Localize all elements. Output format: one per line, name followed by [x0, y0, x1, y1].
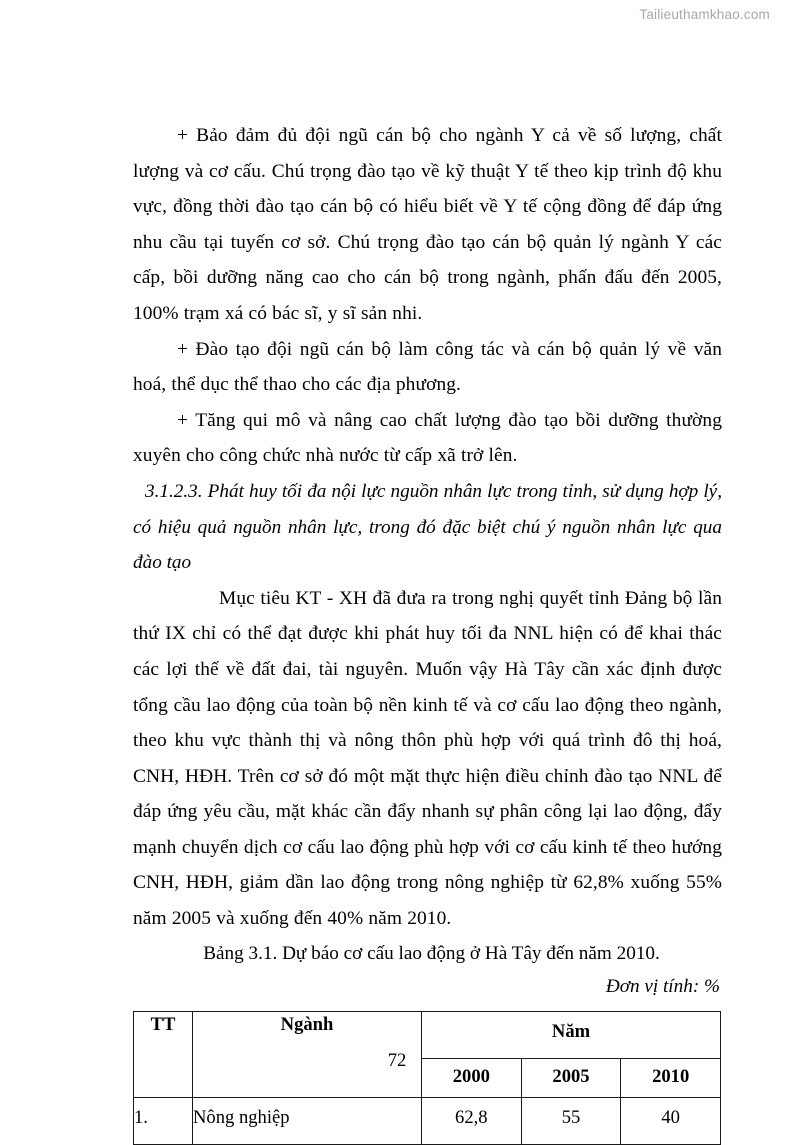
labour-structure-table [133, 1011, 721, 1145]
cell-tt: 1. [134, 1097, 193, 1144]
header-nam: Năm [422, 1011, 721, 1058]
header-year-2005: 2005 [521, 1058, 621, 1097]
header-year-2010: 2010 [621, 1058, 721, 1097]
table-caption: Bảng 3.1. Dự báo cơ cấu lao động ở Hà Tây đến năm 2010. [203, 942, 660, 964]
paragraph-muc-tieu-kt-xh: Mục tiêu KT - XH đã đưa ra trong nghị quyết tỉnh Đảng bộ lần thứ IX chỉ có thể đạt được khi phát huy tối đa NNL hiện có để khai thác các lợi thế về đất đai, tài nguyên. Muốn vậy Hà Tây cần xác định được tổng cầu lao động của toàn bộ nền kinh tế và cơ cấu lao động theo ngành, theo khu vực thành thị và nông thôn phù hợp với quá trình đô thị hoá, CNH, HĐH. Trên cơ sở đó một mặt thực hiện điều chỉnh đào tạo NNL để đáp ứng yêu cầu, mặt khác cần đẩy nhanh sự phân công lại lao động, đẩy mạnh chuyển dịch cơ cấu lao động phù hợp với cơ cấu kinh tế theo hướng CNH, HĐH, giảm dần lao động trong nông nghiệp từ 62,8% xuống 55% năm 2005 và xuống đến 40% năm 2010. [133, 587, 722, 930]
table-row [134, 1097, 721, 1144]
header-year-2000: 2000 [422, 1058, 522, 1097]
header-tt: TT [134, 1011, 193, 1097]
cell-value-2005: 55 [521, 1097, 621, 1144]
table-unit-note: Đơn vị tính: % [605, 975, 720, 997]
watermark-text: Tailieuthamkhao.com [639, 7, 770, 22]
paragraph-tang-qui-mo: + Tăng qui mô và nâng cao chất lượng đào tạo bồi dưỡng thường xuyên cho công chức nhà nước từ cấp xã trở lên. [133, 409, 722, 467]
cell-nganh: Nông nghiệp [193, 1097, 422, 1144]
page-number: 72 [387, 1050, 407, 1071]
header-nganh: Ngành [193, 1011, 422, 1097]
table-body [134, 1097, 721, 1144]
cell-value-2010: 40 [621, 1097, 721, 1144]
page-content [133, 118, 722, 1145]
paragraph-dao-tao-doi-ngu-van-hoa: + Đào tạo đội ngũ cán bộ làm công tác và cán bộ quản lý về văn hoá, thể dục thể thao cho các địa phương. [133, 338, 722, 396]
paragraph-bao-dam-doi-ngu-can-bo: + Bảo đảm đủ đội ngũ cán bộ cho ngành Y cả về số lượng, chất lượng và cơ cấu. Chú trọng đào tạo về kỹ thuật Y tế theo kịp trình độ khu vực, đồng thời đào tạo cán bộ có hiểu biết về Y tế cộng đồng để đáp ứng nhu cầu tại tuyến cơ sở. Chú trọng đào tạo cán bộ quản lý ngành Y các cấp, bồi dưỡng năng cao cho cán bộ trong ngành, phấn đấu đến 2005, 100% trạm xá có bác sĩ, y sĩ sản nhi. [133, 125, 722, 324]
cell-value-2000: 62,8 [422, 1097, 522, 1144]
section-heading-3-1-2-3: 3.1.2.3. Phát huy tối đa nội lực nguồn nhân lực trong tỉnh, sử dụng hợp lý, có hiệu quả nguồn nhân lực, trong đó đặc biệt chú ý nguồn nhân lực qua đào tạo [133, 480, 722, 574]
